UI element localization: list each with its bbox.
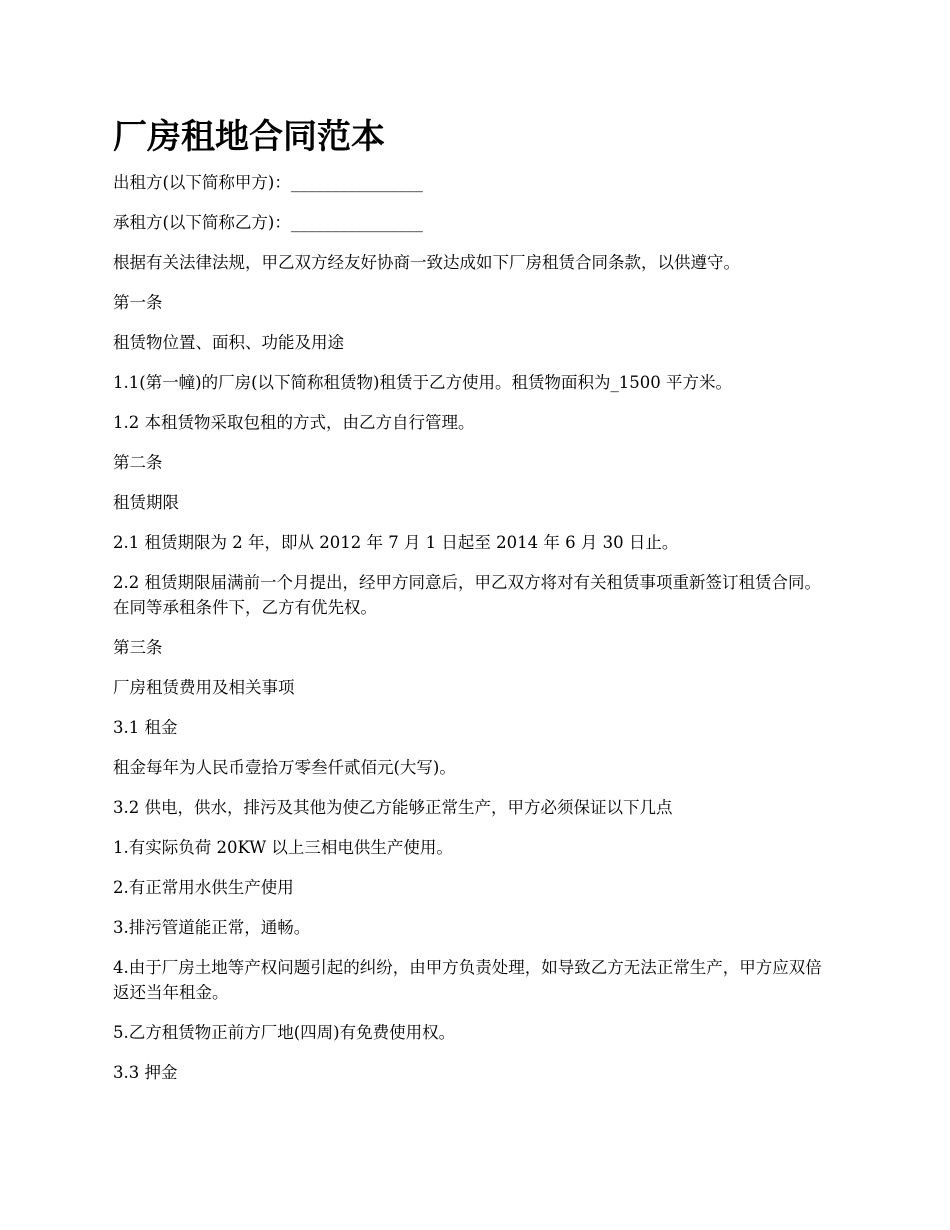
clause-3-1: 3.1 租金	[113, 718, 178, 737]
article-heading-2: 第二条	[113, 453, 163, 472]
paragraph-lessor: 出租方(以下简称甲方)：________________	[113, 173, 423, 192]
article-heading-1: 第一条	[113, 293, 163, 312]
list-item-2: 2.有正常用水供生产使用	[113, 878, 294, 897]
list-item-5: 5.乙方租赁物正前方厂地(四周)有免费使用权。	[113, 1023, 456, 1042]
article-subject-2: 租赁期限	[113, 493, 179, 512]
clause-2-2: 2.2 租赁期限届满前一个月提出，经甲方同意后，甲乙双方将对有关租赁事项重新签订租赁合同。在同等承租条件下，乙方有优先权。	[113, 573, 821, 617]
article-heading-3: 第三条	[113, 638, 163, 657]
paragraph-preamble: 根据有关法律法规，甲乙双方经友好协商一致达成如下厂房租赁合同条款，以供遵守。	[113, 253, 740, 272]
list-item-3: 3.排污管道能正常，通畅。	[113, 918, 311, 937]
rent-amount: 租金每年为人民币壹拾万零叁仟贰佰元(大写)。	[113, 758, 456, 777]
clause-3-3: 3.3 押金	[113, 1063, 178, 1082]
paragraph-lessee: 承租方(以下简称乙方)：________________	[113, 213, 423, 232]
list-item-1: 1.有实际负荷 20KW 以上三相电供生产使用。	[113, 838, 453, 857]
document-page	[113, 112, 837, 1100]
clause-2-1: 2.1 租赁期限为 2 年，即从 2012 年 7 月 1 日起至 2014 年 6 月 30 日止。	[113, 533, 679, 552]
clause-1-1: 1.1(第一幢)的厂房(以下简称租赁物)租赁于乙方使用。租赁物面积为_1500 平方米。	[113, 373, 732, 392]
list-item-4: 4.由于厂房土地等产权问题引起的纠纷，由甲方负责处理，如导致乙方无法正常生产，甲方应双倍返还当年租金。	[113, 958, 822, 1002]
document-title: 厂房租地合同范本	[113, 117, 385, 157]
clause-1-2: 1.2 本租赁物采取包租的方式，由乙方自行管理。	[113, 413, 475, 432]
article-subject-1: 租赁物位置、面积、功能及用途	[113, 333, 344, 352]
article-subject-3: 厂房租赁费用及相关事项	[113, 678, 295, 697]
document-body	[113, 170, 837, 1085]
clause-3-2: 3.2 供电，供水，排污及其他为使乙方能够正常生产，甲方必须保证以下几点	[113, 798, 673, 817]
